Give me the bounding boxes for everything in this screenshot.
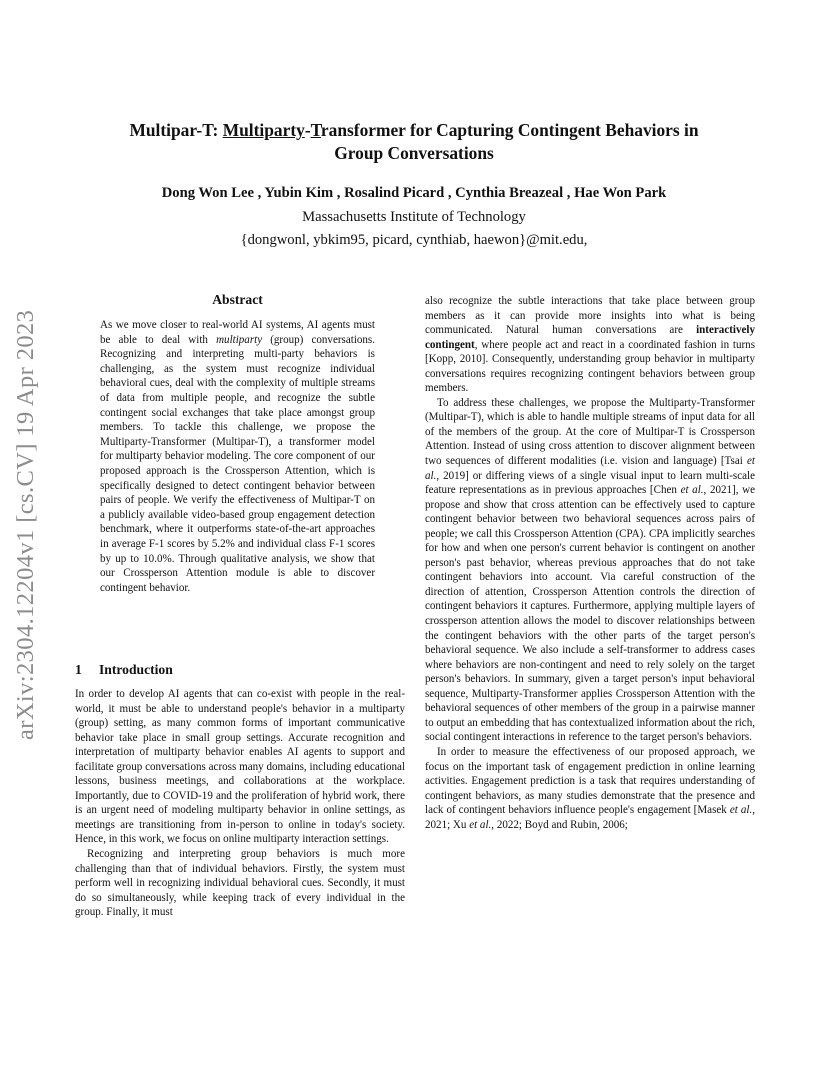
right-paragraph-2: To address these challenges, we propose the Multiparty-Transformer (Multipar-T), which is able to handle multiple streams of input data for all of the members of the group. At the core of Multipar-T is Crossperson Attention. Instead of using cross attention to discover alignment between two sequences of different modalities (i.e. vision and language) [Tsai et al., 2019] or differing views of a single visual input to learn multi-scale feature representations as in previous approaches [Chen et al., 2021], we propose and show that cross attention can be effectively used to capture contingent behavior between two behavioral sequences across pairs of people; we call this Crossperson Attention (CPA). CPA implicitly searches for how and when one person's current behavior is contingent on another person's past behavior, whereas previous approaches that do not take contingent behaviors into account. Via careful construction of the direction of attention, Crossperson Attention controls the direction of contingent behaviors it captures. Furthermore, applying multiple layers of crossperson attention allows the model to discover relationships between the contingent behaviors with the other parts of the target person's behavioral sequence. We also include a self-transformer to address cases where behaviors are non-contingent and need to rely solely on the target person's behaviors. In summary, given a target person's input behavioral sequence, Multiparty-Transformer applies Crossperson Attention with the behavioral sequences of other members of the group in a pairwise manner to output an embedding that has contextualized information about the rich, social contingent interactions in reference to the target person's behaviors. [425,396,756,744]
intro-paragraph-2: Recognizing and interpreting group behaviors is much more challenging than that of individual behaviors. Firstly, the system must perform well in recognizing individual behavioral cues. Secondly, it must do so simultaneously, while keeping track of every individual in the group. Finally, it must [75,848,405,919]
affiliation: Massachusetts Institute of Technology [302,209,526,225]
arxiv-identifier[interactable]: arXiv:2304.12204v1 [cs.CV] 19 Apr 2023 [12,309,39,741]
right-column [425,294,755,832]
left-column [75,687,405,920]
section-title: Introduction [99,662,173,677]
abstract-heading: Abstract [212,292,263,307]
right-paragraph-1: also recognize the subtle interactions that take place between group members as it can provide more insights into what is being communicated. Natural human conversations are interactively contingent, where people act and react in a coordinated fashion in turns [Kopp, 2010]. Consequently, understanding group behavior in multiparty conversations requires recognizing contingent behaviors between group members. [425,295,755,395]
intro-paragraph-1: In order to develop AI agents that can co-exist with people in the real-world, it must be able to understand people's behavior in a multiparty (group) setting, as many common forms of important communicative behavior take place in small group settings. Accurate recognition and interpretation of multiparty behavior enables AI agents to support and facilitate group conversations across many domains, including educational lessons, business meetings, and collaborations at the workplace. Importantly, due to COVID-19 and the proliferation of hybrid work, there is an urgent need of modeling multiparty behavior in online settings, as meetings are transitioning from in-person to online in today's society. Hence, in this work, we focus on online multiparty interaction settings. [75,688,405,846]
title-line-1: Multipar-T: Multiparty-Transformer for Capturing Contingent Behaviors in [129,120,699,140]
author-emails[interactable]: {dongwonl, ybkim95, picard, cynthiab, haewon}@mit.edu, [240,232,588,248]
abstract-text: As we move closer to real-world AI systems, AI agents must be able to deal with multiparty (group) conversations. Recognizing and interpreting multi-party behaviors is challenging, as the system must recognize individual behavioral cues, deal with the complexity of multiple streams of data from multiple people, and recognize the subtle contingent social exchanges that take place amongst group members. To tackle this challenge, we propose the Multiparty-Transformer (Multipar-T), a transformer model for multiparty behavior modeling. The core component of our proposed approach is the Crossperson Attention, which is specifically designed to detect contingent behavior between pairs of people. We verify the effectiveness of Multipar-T on a publicly available video-based group engagement detection benchmark, where it outperforms state-of-the-art approaches in average F-1 scores by 5.2% and individual class F-1 scores by up to 10.0%. Through qualitative analysis, we show that our Crossperson Attention module is able to discover contingent behavior. [100,319,375,594]
right-paragraph-3: In order to measure the effectiveness of our proposed approach, we focus on the important task of engagement prediction in online learning activities. Engagement prediction is a task that requires understanding of contingent behaviors, as many studies demonstrate that the presence and lack of contingent behaviors influence people's engagement [Masek et al., 2021; Xu et al., 2022; Boyd and Rubin, 2006; [425,745,755,831]
author-list: Dong Won Lee , Yubin Kim , Rosalind Picard , Cynthia Breazeal , Hae Won Park [161,185,667,201]
title-line-2: Group Conversations [334,143,494,163]
section-heading-introduction [75,662,405,678]
paper-title [75,119,753,165]
section-number: 1 [75,662,82,677]
